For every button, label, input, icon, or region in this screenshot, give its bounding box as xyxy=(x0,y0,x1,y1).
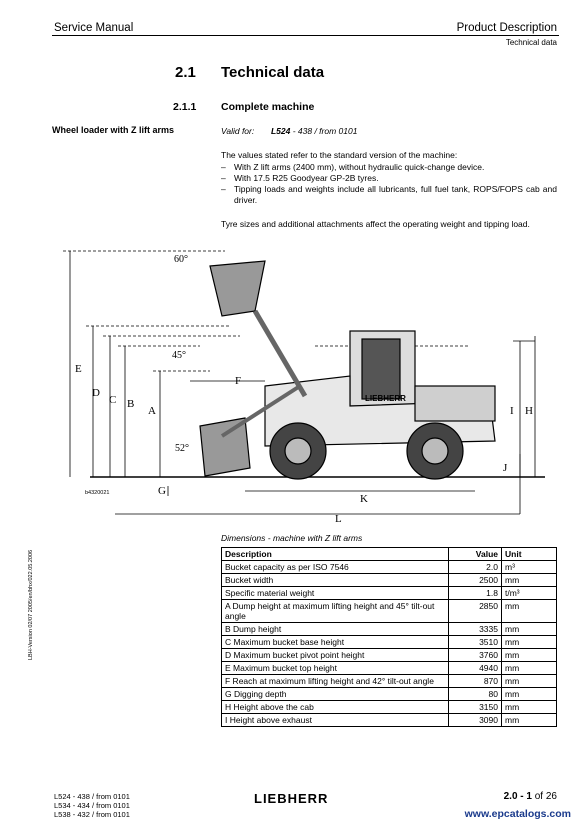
machine-label: Wheel loader with Z lift arms xyxy=(52,125,175,135)
valid-for-model: L524 xyxy=(270,126,291,136)
dim-h-label: H xyxy=(525,405,533,417)
machine-dimension-diagram xyxy=(50,246,560,524)
table-row xyxy=(222,600,557,623)
dim-f-label: F xyxy=(235,375,242,387)
angle-60-label: 60° xyxy=(174,254,188,265)
cell-description: Specific material weight xyxy=(222,587,449,600)
header-rule xyxy=(52,35,559,36)
cell-unit: t/m³ xyxy=(502,587,557,600)
dimensions-table xyxy=(221,547,557,727)
bullet-mark: – xyxy=(221,184,226,194)
subsection-number: 2.1.1 xyxy=(173,101,197,113)
page-number-bold: 2.0 - 1 xyxy=(503,791,532,802)
diagram-code: b4320021 xyxy=(85,490,110,496)
cell-description: F Reach at maximum lifting height and 42° tilt-out angle xyxy=(222,675,449,688)
dim-l-label: L xyxy=(335,513,342,524)
cell-unit: m³ xyxy=(502,561,557,574)
bullet-mark: – xyxy=(221,173,226,183)
cell-value: 2850 xyxy=(449,600,502,623)
footer-model-line: L538 - 432 / from 0101 xyxy=(54,810,130,819)
cell-unit: mm xyxy=(502,714,557,727)
section-number: 2.1 xyxy=(175,64,196,81)
bullet-list xyxy=(221,162,557,206)
note-text: Tyre sizes and additional attachments affect the operating weight and tipping load. xyxy=(221,219,530,229)
cell-description: H Height above the cab xyxy=(222,701,449,714)
intro-text: The values stated refer to the standard version of the machine: xyxy=(221,150,458,160)
dim-e-label: E xyxy=(75,363,82,375)
footer-model-line: L534 - 434 / from 0101 xyxy=(54,801,130,810)
cell-description: D Maximum bucket pivot point height xyxy=(222,649,449,662)
angle-52-label: 52° xyxy=(175,443,189,454)
cell-value: 80 xyxy=(449,688,502,701)
machine-brand: LIEBHERR xyxy=(365,394,406,403)
cell-value: 3335 xyxy=(449,623,502,636)
cell-unit: mm xyxy=(502,688,557,701)
table-header-row xyxy=(222,548,557,561)
cell-value: 3090 xyxy=(449,714,502,727)
table-row xyxy=(222,675,557,688)
cell-description: Bucket width xyxy=(222,574,449,587)
section-title: Technical data xyxy=(221,64,325,81)
subsection-title: Complete machine xyxy=(221,101,315,113)
cell-unit: mm xyxy=(502,574,557,587)
footer-model-line: L524 - 438 / from 0101 xyxy=(54,792,130,801)
cell-unit: mm xyxy=(502,623,557,636)
cell-description: C Maximum bucket base height xyxy=(222,636,449,649)
bullet-item xyxy=(221,173,557,184)
table-caption: Dimensions - machine with Z lift arms xyxy=(221,533,363,543)
bullet-text: With Z lift arms (2400 mm), without hydraulic quick-change device. xyxy=(234,162,485,172)
page-number-rest: of 26 xyxy=(531,791,557,802)
bullet-item xyxy=(221,162,557,173)
dim-g-label: G xyxy=(158,485,166,497)
cell-description: E Maximum bucket top height xyxy=(222,662,449,675)
cell-value: 870 xyxy=(449,675,502,688)
footer-brand-logo: LIEBHERR xyxy=(254,791,329,806)
table-row xyxy=(222,587,557,600)
cell-unit: mm xyxy=(502,600,557,623)
loader-machine xyxy=(200,261,495,479)
table-row xyxy=(222,574,557,587)
header-left: Service Manual xyxy=(54,22,134,34)
table-row xyxy=(222,636,557,649)
header-sub-right: Technical data xyxy=(505,38,557,47)
watermark-link[interactable]: www.epcatalogs.com xyxy=(464,808,571,820)
dim-a-label: A xyxy=(148,405,156,417)
dim-d-label: D xyxy=(92,387,100,399)
dim-j-label: J xyxy=(503,462,508,474)
cell-value: 2500 xyxy=(449,574,502,587)
table-row xyxy=(222,649,557,662)
cell-description: B Dump height xyxy=(222,623,449,636)
valid-for-rest: - 438 / from 0101 xyxy=(290,126,358,136)
table-row xyxy=(222,714,557,727)
valid-for xyxy=(221,126,357,137)
page-number xyxy=(504,791,557,802)
side-note: LBH-Version 02/07 2005/en/bhx/022.05.2006 xyxy=(28,549,34,660)
dim-b-label: B xyxy=(127,398,135,410)
header-right: Product Description xyxy=(456,22,557,34)
dim-k-label: K xyxy=(360,493,368,505)
bullet-text: With 17.5 R25 Goodyear GP-2B tyres. xyxy=(234,173,379,183)
cell-value: 4940 xyxy=(449,662,502,675)
cell-description: Bucket capacity as per ISO 7546 xyxy=(222,561,449,574)
cell-description: I Height above exhaust xyxy=(222,714,449,727)
bullet-mark: – xyxy=(221,162,226,172)
cell-unit: mm xyxy=(502,662,557,675)
dim-i-label: I xyxy=(510,405,514,417)
table-row xyxy=(222,701,557,714)
col-header-unit: Unit xyxy=(502,548,557,561)
col-header-value: Value xyxy=(449,548,502,561)
cell-value: 1.8 xyxy=(449,587,502,600)
cell-description: A Dump height at maximum lifting height and 45° tilt-out angle xyxy=(222,600,449,623)
cell-value: 3150 xyxy=(449,701,502,714)
cell-value: 2.0 xyxy=(449,561,502,574)
table-row xyxy=(222,561,557,574)
footer-models xyxy=(54,792,130,819)
angle-45-label: 45° xyxy=(172,350,186,361)
cell-value: 3510 xyxy=(449,636,502,649)
bullet-text: Tipping loads and weights include all lubricants, full fuel tank, ROPS/FOPS cab and driver. xyxy=(234,184,557,205)
valid-for-prefix: Valid for: xyxy=(221,126,255,136)
cell-unit: mm xyxy=(502,701,557,714)
table-row xyxy=(222,662,557,675)
cell-unit: mm xyxy=(502,636,557,649)
table-row xyxy=(222,688,557,701)
col-header-description: Description xyxy=(222,548,449,561)
cell-description: G Digging depth xyxy=(222,688,449,701)
table-row xyxy=(222,623,557,636)
cell-unit: mm xyxy=(502,675,557,688)
dim-c-label: C xyxy=(109,394,117,406)
cell-unit: mm xyxy=(502,649,557,662)
bullet-item xyxy=(221,184,557,206)
cell-value: 3760 xyxy=(449,649,502,662)
